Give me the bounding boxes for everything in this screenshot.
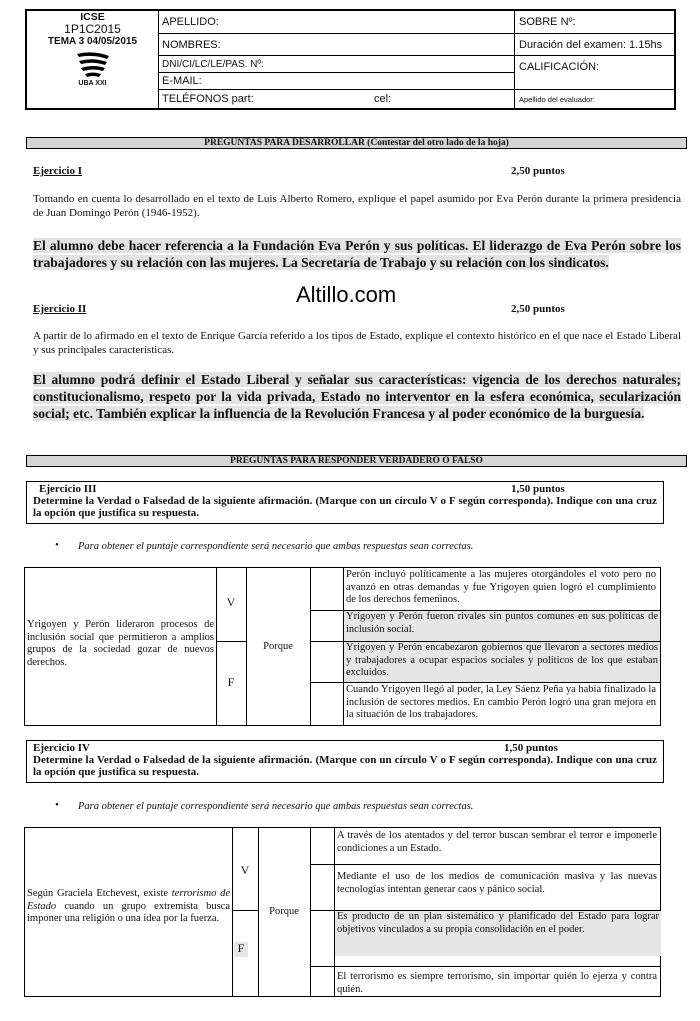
ex3-porque: Porque: [263, 641, 293, 652]
exam-header: [25, 9, 676, 110]
ex4-justification-4: El terrorismo es siempre terrorismo, sin importar quién lo ejerza y contra quién.: [337, 971, 657, 995]
exam-code-cell: [27, 11, 159, 108]
ex4-points: 1,50 puntos: [504, 742, 558, 754]
ex3-table: [24, 567, 661, 726]
ex4-instruction: Determine la Verdad o Falsedad de la siguiente afirmación. (Marque con un círculo V o F según corresponda). Indique con una cruz la opción que justifica su respuesta.: [33, 754, 657, 778]
sobre-field[interactable]: [515, 11, 674, 34]
calificacion-field[interactable]: [515, 56, 674, 90]
ex2-title: Ejercicio II: [33, 303, 87, 315]
ex3-statement: Yrigoyen y Perón lideraron procesos de inclusión social que permitieron a amplios grupos de la sociedad gozar de nuevos derechos.: [27, 619, 214, 668]
email-field[interactable]: [158, 73, 514, 90]
ex1-question: Tomando en cuenta lo desarrollado en el texto de Luis Alberto Romero, explique el papel asumido por Eva Perón durante la primera presidencia de Juan Domingo Perón (1946-1952).: [33, 193, 681, 219]
code-line-1: ICSE: [80, 11, 105, 23]
watermark: Altillo.com: [296, 282, 397, 307]
ex1-answer: [33, 237, 681, 271]
ex3-justification-2: Yrigoyen y Perón fueron rivales sin puntos comunes en sus políticas de inclusión social.: [344, 611, 660, 641]
student-fields: [158, 11, 515, 108]
ex4-title: Ejercicio IV: [33, 742, 90, 754]
duracion-label: Duración del examen: 1.15hs: [519, 39, 663, 51]
ex3-points: 1,50 puntos: [511, 483, 565, 495]
ex4-checkbox-3[interactable]: [310, 910, 334, 966]
ex4-option-f[interactable]: F: [234, 942, 248, 957]
cel-label: cel:: [374, 93, 392, 105]
ex4-porque: Porque: [269, 906, 299, 917]
ex4-justification-1: A través de los atentados y del terror buscan sembrar el terror e imponerle condiciones a un Estado.: [337, 830, 657, 854]
ex3-title: Ejercicio III: [39, 483, 97, 495]
ex4-option-v[interactable]: V: [240, 863, 250, 877]
ex3-justification-1: Perón incluyó políticamente a las mujeres otorgándoles el voto pero no avanzó en otras demandas y fue Yrigoyen quien logró el cumplimiento de los derechos femeninos.: [346, 569, 656, 605]
ex1-title: Ejercicio I: [33, 165, 82, 177]
grading-fields: [515, 11, 674, 108]
evaluador-label: Apellido del evaluador:: [519, 95, 595, 104]
duracion-field: [515, 34, 674, 56]
ex3-checkbox-2[interactable]: [310, 610, 343, 641]
ex3-option-v[interactable]: V: [226, 595, 236, 609]
ex4-statement-em: terrorismo de Estado: [27, 888, 230, 912]
ex4-table: [24, 827, 661, 997]
ex2-points: 2,50 puntos: [511, 303, 565, 315]
dni-label: DNI/CI/LC/LE/PAS. Nº:: [162, 59, 264, 70]
ex4-note-bullet: •: [55, 800, 59, 811]
section-desarrollar-title: PREGUNTAS PARA DESARROLLAR (Contestar del otro lado de la hoja): [26, 137, 687, 149]
dni-field[interactable]: [158, 56, 514, 73]
ex3-header-box: [26, 481, 664, 524]
ex3-justification-3: Yrigoyen y Perón encabezaron gobiernos que llevaron a sectores medios y trabajadores a ocupar espacios sociales y políticos de los que estaban excluidos.: [344, 642, 660, 682]
logo-text: UBA XXI: [78, 80, 107, 87]
ex1-answer-text: El alumno debe hacer referencia a la Fundación Eva Perón y sus políticas. El liderazgo de Eva Perón sobre los trabajadores y su relación con las mujeres. La Secretaría de Trabajo y su relación con los sindicatos.: [33, 238, 681, 270]
calificacion-label: CALIFICACIÓN:: [519, 61, 600, 73]
ex2-answer-text: El alumno podrá definir el Estado Liberal y señalar sus características: vigencia de los derechos naturales; constitucionalismo, respeto por la vida privada, Estado no interventor en la esfera económica, secularización social; etc. También explicar la influencia de la Revolución Francesa y al poder económico de la burguesía.: [33, 372, 681, 421]
ex4-justification-2: Mediante el uso de los medios de comunicación masiva y las nuevas tecnologías intentan generar caos y pánico social.: [337, 871, 657, 895]
email-label: E-MAIL:: [162, 75, 202, 87]
ex4-justification-3: Es producto de un plan sistemático y planificado del Estado para lograr objetivos vinculados a su propia consolidación en el poder.: [335, 911, 661, 956]
ex4-checkbox-2[interactable]: [310, 864, 334, 910]
apellido-label: APELLIDO:: [162, 16, 219, 28]
nombres-label: NOMBRES:: [162, 39, 221, 51]
ex2-answer: [33, 371, 681, 422]
sobre-label: SOBRE Nº:: [519, 16, 576, 28]
code-line-2: 1P1C2015: [64, 22, 121, 36]
apellido-field[interactable]: [158, 11, 514, 34]
nombres-field[interactable]: [158, 34, 514, 56]
ex3-checkbox-4[interactable]: [310, 682, 343, 726]
ex1-points: 2,50 puntos: [511, 165, 565, 177]
telefonos-field[interactable]: [158, 90, 514, 108]
ex3-option-f[interactable]: F: [227, 675, 235, 689]
ex4-statement-pre: Según Graciela Etchevest, existe: [27, 888, 172, 899]
tema-line: TEMA 3 04/05/2015: [47, 36, 138, 47]
ex3-instruction: Determine la Verdad o Falsedad de la siguiente afirmación. (Marque con un círculo V o F según corresponda). Indique con una cruz la opción que justifica su respuesta.: [33, 495, 657, 519]
evaluador-field[interactable]: [515, 90, 674, 108]
ex3-checkbox-1[interactable]: [310, 568, 343, 610]
ex4-note: Para obtener el puntaje correspondiente será necesario que ambas respuestas sean correctas.: [78, 801, 474, 812]
uba-logo-icon: [73, 50, 113, 80]
ex4-header-box: [26, 740, 664, 783]
ex3-checkbox-3[interactable]: [310, 641, 343, 682]
section-vf-title: PREGUNTAS PARA RESPONDER VERDADERO O FALSO: [26, 455, 687, 467]
ex3-note: Para obtener el puntaje correspondiente será necesario que ambas respuestas sean correctas.: [78, 541, 474, 552]
ex4-checkbox-4[interactable]: [310, 966, 334, 997]
ex4-statement-post: cuando un grupo extremista busca imponer una religión o una idea por la fuerza.: [27, 900, 230, 924]
ex3-justification-4: Cuando Yrigoyen llegó al poder, la Ley Sáenz Peña ya había finalizado la inclusión de sectores medios. En cambio Perón logró una gran mejora en la situación de los trabajadores.: [346, 684, 656, 720]
ex3-note-bullet: •: [55, 540, 59, 551]
ex4-statement: [27, 888, 230, 926]
ex4-checkbox-1[interactable]: [310, 828, 334, 864]
ex2-question: A partir de lo afirmado en el texto de Enrique García referido a los tipos de Estado, explique el contexto histórico en el que nace el Estado Liberal y sus principales características.: [33, 330, 681, 356]
telefonos-label: TELÉFONOS part:: [162, 93, 254, 105]
